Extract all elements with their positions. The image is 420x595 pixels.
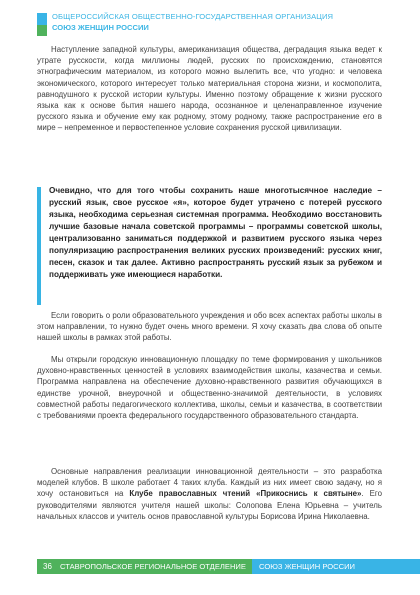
paragraph-2-text: Если говорить о роли образовательного учреждения и обо всех аспектах работы школы в этом направлении, то нужно будет очень много времени. Я хочу сказать два слова об опыте нашей школы в рамках этой работы.: [37, 311, 382, 343]
paragraph-3: [37, 354, 382, 421]
header-green-block: [37, 25, 47, 36]
club-name: Клубе православных чтений «Прикоснись к святыне»: [129, 489, 362, 499]
paragraph-2: [37, 310, 382, 344]
header-blue-block: [37, 13, 47, 25]
quote-bar: [37, 187, 41, 305]
paragraph-1: [37, 44, 382, 134]
page-number: 36: [43, 562, 52, 571]
paragraph-1-text: Наступление западной культуры, американизация общества, деградация языка ведет к утрате русскости, когда миллионы людей, русских по происхождению, становятся этнографическим материалом, из которого можно вылепить все, что угодно: и человека экономического, которого интересует только материальная сторона жизни, и космополита, равнодушного к русской истории культуры. Именно поэтому обращение к жизни русского языка как к основе бытия нашего народа, осознанное и целенаправленное изучение русского языка и обучение ему как родному, этому родному, также распространение его в мире – непременное и первостепенное условие сохранения русской цивилизации.: [37, 45, 382, 133]
footer-union: СОЮЗ ЖЕНЩИН РОССИИ: [259, 562, 356, 571]
highlighted-quote: [37, 185, 382, 307]
page-footer: [0, 559, 420, 574]
header-union: СОЮЗ ЖЕНЩИН РОССИИ: [52, 23, 149, 32]
footer-region: СТАВРОПОЛЬСКОЕ РЕГИОНАЛЬНОЕ ОТДЕЛЕНИЕ: [60, 562, 246, 571]
paragraph-4-text: [37, 466, 382, 522]
paragraph-4-end: . Его руководителями являются учителя нашей школы: Солопова Елена Юрьевна – учитель начальных классов и учитель основ православной культуры Борисова Ирина Николаевна.: [37, 489, 382, 521]
quote-text: Очевидно, что для того чтобы сохранить наше многотысячное наследие – русский язык, свое русское «я», которое будет утрачено с потерей русского языка, необходима серьезная системная программа. Необходимо восстановить лучшие базовые начала советской программы – программы советской школы, централизованно заниматься поддержкой и развитием русского языка через популяризацию распространения великих русских произведений: русских книг, песен, сказок и так далее. Активно распространять русский язык за рубежом и поддерживать уже имеющиеся наработки.: [49, 186, 382, 279]
paragraph-4-start: Основные направления реализации инновационной деятельности – это разработка моделей клубов. В школе работает 4 таких клуба. Каждый из них имеет свою задачу, но я хочу остановиться на: [37, 467, 382, 499]
header-organization: ОБЩЕРОССИЙСКАЯ ОБЩЕСТВЕННО-ГОСУДАРСТВЕННАЯ ОРГАНИЗАЦИЯ: [52, 12, 334, 21]
paragraph-4: [37, 466, 382, 522]
header-color-mark: [37, 13, 47, 36]
paragraph-3-text: Мы открыли городскую инновационную площадку по теме формирования у школьников духовно-нравственных ценностей в условиях взаимодействия школы, казачества и семьи. Программа направлена на обеспечение духовно-нравственного развития обучающихся в единстве урочной, внеурочной и общественно-значимой деятельности, в условиях совместной работы педагогического коллектива, школы, семьи и казачества, в соответствии с требованиями проекта федерального государственного образовательного стандарта.: [37, 355, 382, 421]
